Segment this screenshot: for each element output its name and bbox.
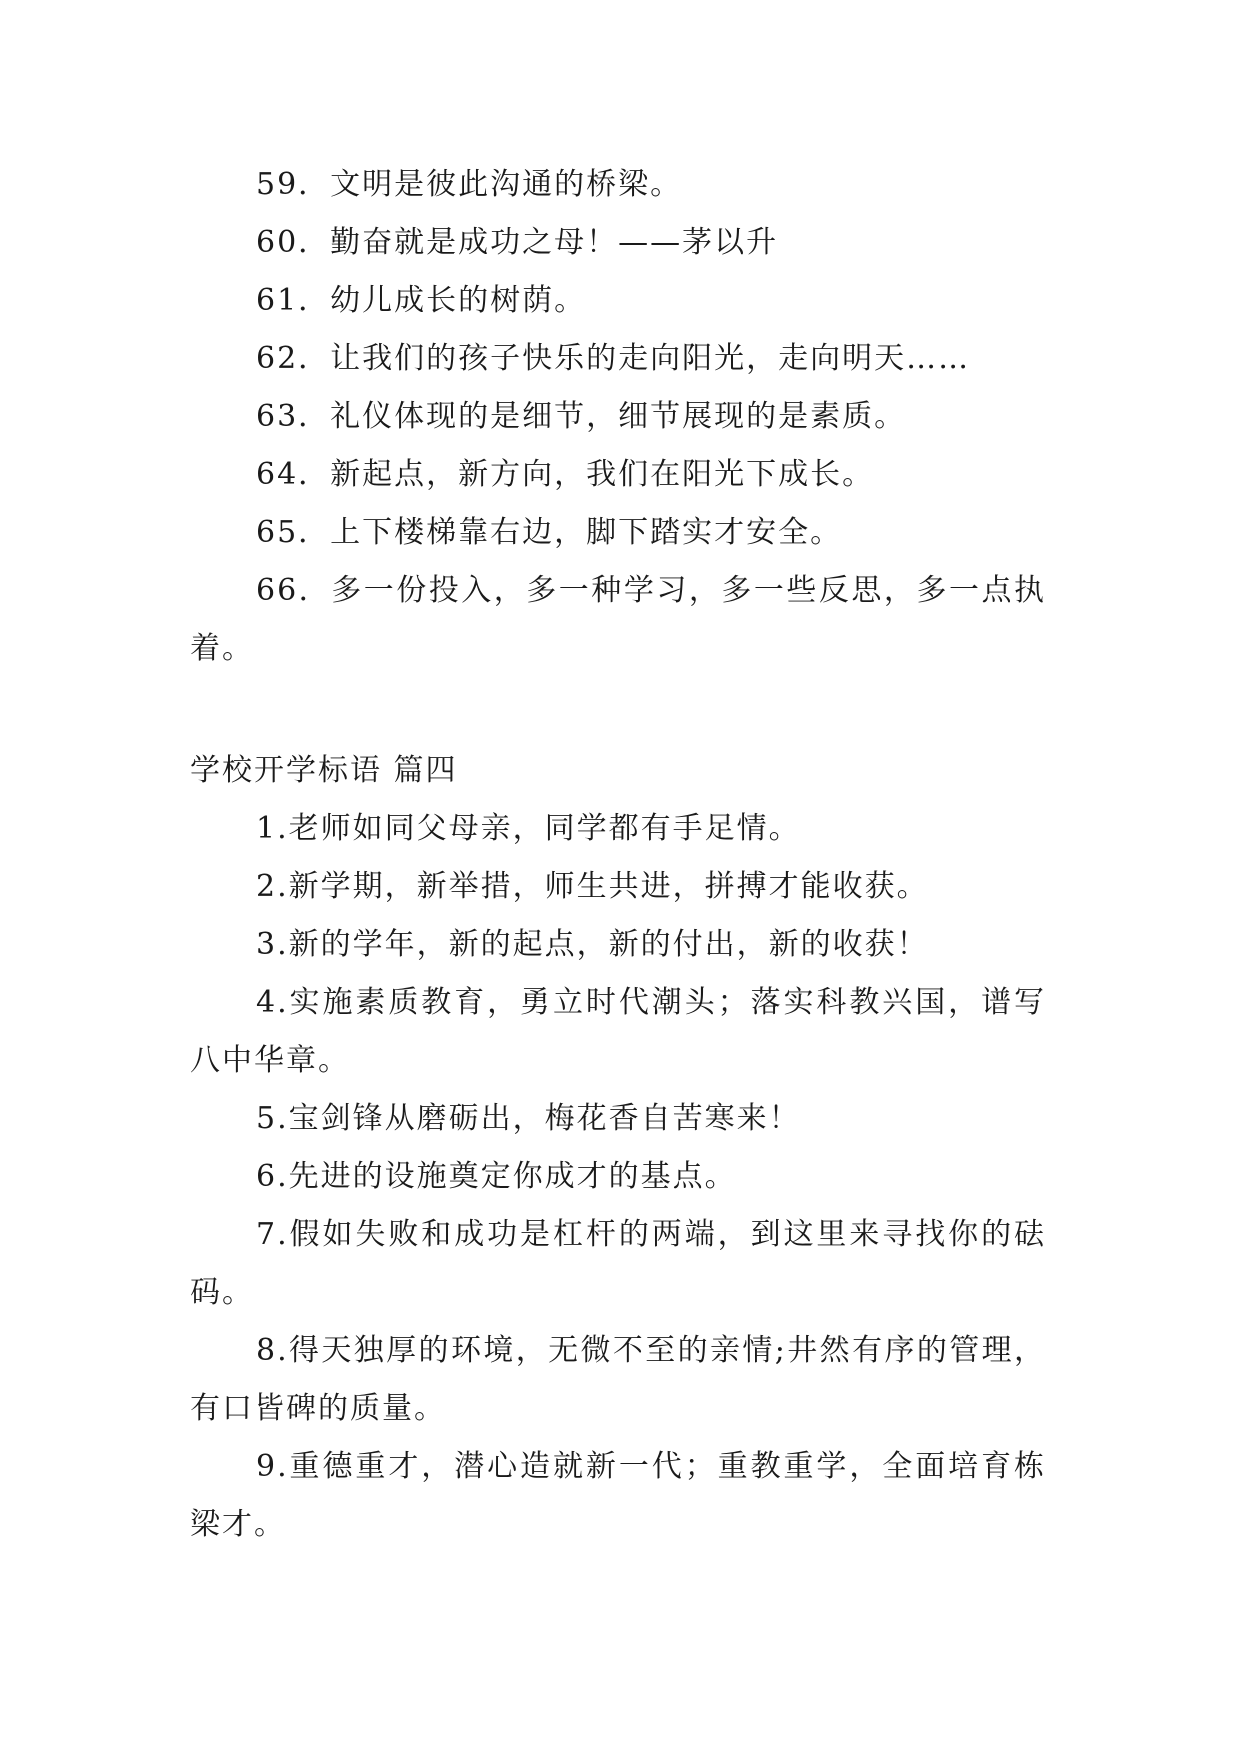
slogan-item-59: 59．文明是彼此沟通的桥梁。 bbox=[256, 167, 683, 202]
slogan-item-4: 4.实施素质教育，勇立时代潮头；落实科教兴国，谱写八中华章。 bbox=[190, 985, 1046, 1078]
slogan-list-continued bbox=[190, 156, 1046, 678]
slogan-item-8: 8.得天独厚的环境，无微不至的亲情;井然有序的管理，有口皆碑的质量。 bbox=[190, 1333, 1046, 1426]
slogan-item-63: 63．礼仪体现的是细节，细节展现的是素质。 bbox=[256, 399, 907, 434]
section-heading: 学校开学标语 篇四 bbox=[190, 753, 458, 788]
slogan-item-60: 60．勤奋就是成功之母！——茅以升 bbox=[256, 225, 779, 260]
slogan-item-6: 6.先进的设施奠定你成才的基点。 bbox=[256, 1159, 737, 1194]
slogan-item-7: 7.假如失败和成功是杠杆的两端，到这里来寻找你的砝码。 bbox=[190, 1217, 1046, 1310]
slogan-item-9: 9.重德重才，潜心造就新一代；重教重学，全面培育栋梁才。 bbox=[190, 1449, 1046, 1542]
slogan-item-65: 65．上下楼梯靠右边，脚下踏实才安全。 bbox=[256, 515, 843, 550]
section-four bbox=[190, 742, 1046, 1554]
slogan-item-2: 2.新学期，新举措，师生共进，拼搏才能收获。 bbox=[256, 869, 929, 904]
slogan-item-66: 66．多一份投入，多一种学习，多一些反思，多一点执着。 bbox=[190, 573, 1046, 666]
slogan-item-62: 62．让我们的孩子快乐的走向阳光，走向明天…… bbox=[256, 341, 971, 376]
slogan-item-1: 1.老师如同父母亲，同学都有手足情。 bbox=[256, 811, 801, 846]
slogan-item-5: 5.宝剑锋从磨砺出，梅花香自苦寒来！ bbox=[256, 1101, 801, 1136]
slogan-item-61: 61．幼儿成长的树荫。 bbox=[256, 283, 587, 318]
slogan-item-3: 3.新的学年，新的起点，新的付出，新的收获！ bbox=[256, 927, 929, 962]
slogan-item-64: 64．新起点，新方向，我们在阳光下成长。 bbox=[256, 457, 875, 492]
